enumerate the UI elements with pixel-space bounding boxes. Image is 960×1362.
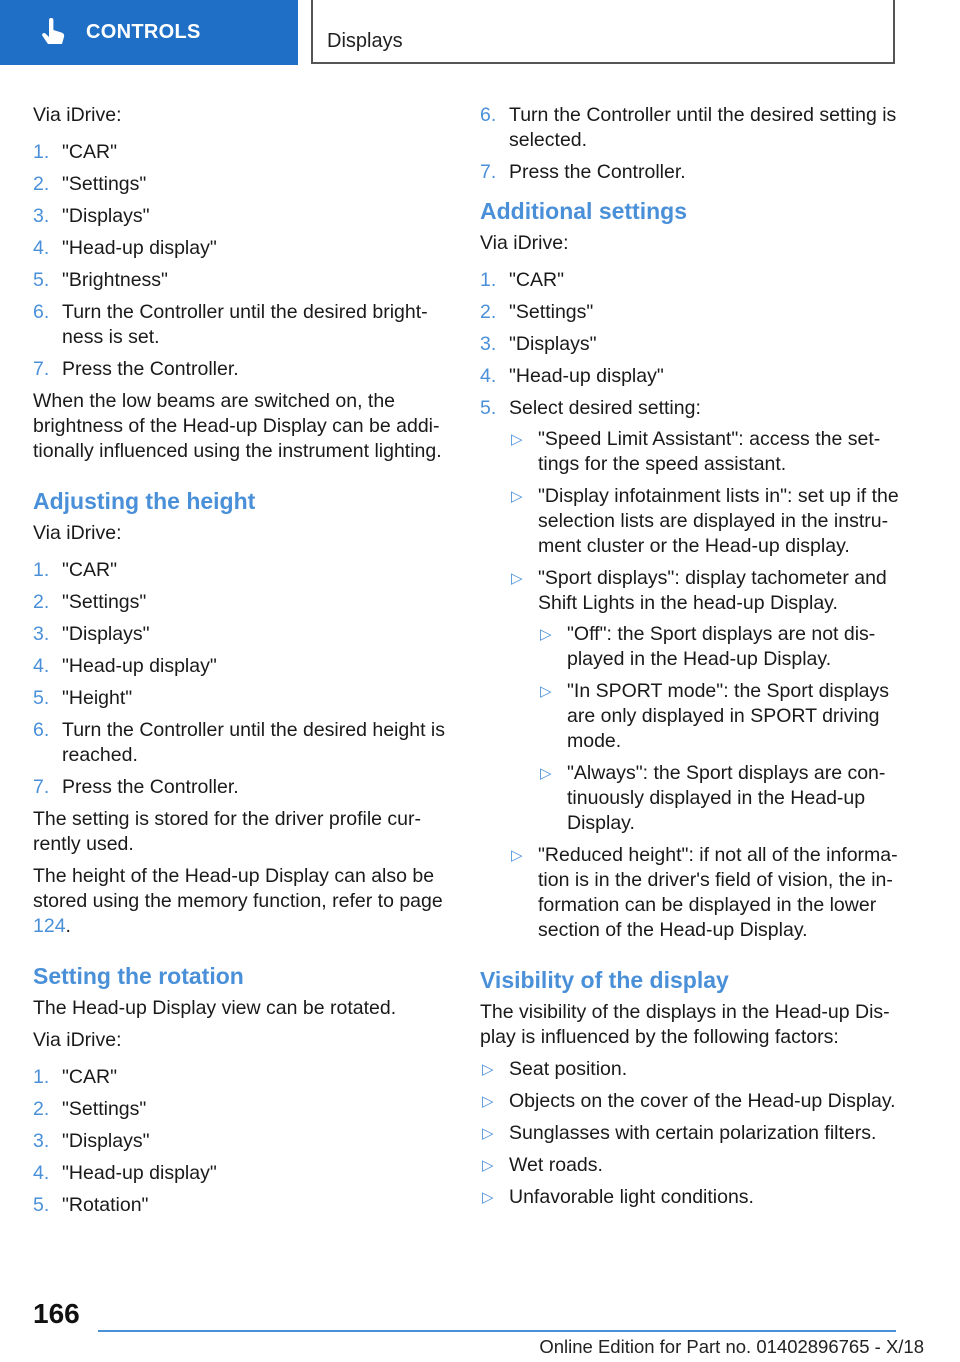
step-text: "Displays" [62, 205, 150, 227]
triangle-bullet-icon: ▷ [482, 1125, 494, 1142]
step-text: "Head-up display" [62, 1162, 217, 1184]
brightness-steps [33, 140, 445, 382]
step-number: 6. [480, 104, 497, 126]
rotation-steps [33, 1065, 445, 1218]
step-text: Turn the Controller until the desired bright-ness is set. [62, 301, 428, 348]
step-item [33, 268, 445, 293]
step-item [480, 103, 900, 153]
step-number: 2. [33, 591, 50, 613]
triangle-bullet-icon: ▷ [482, 1093, 494, 1110]
step-item [33, 775, 445, 800]
paragraph-text: The height of the Head-up Display can also be stored using the memory function, refer to page [33, 865, 443, 912]
section-tab [0, 0, 298, 65]
step-text: "Height" [62, 687, 133, 709]
step-text: "Displays" [62, 1130, 150, 1152]
step-item [33, 654, 445, 679]
step-text: "Head-up display" [509, 365, 664, 387]
step-item [480, 300, 900, 325]
step-text: "Head-up display" [62, 237, 217, 259]
step-text: "Settings" [62, 591, 147, 613]
step-number: 5. [33, 269, 50, 291]
additional-steps [480, 268, 900, 943]
step-text: "Head-up display" [62, 655, 217, 677]
step-item [480, 364, 900, 389]
option-text: "Speed Limit Assistant": access the set-tings for the speed assistant. [538, 428, 881, 475]
rotation-steps-continued [480, 103, 900, 185]
height-steps [33, 558, 445, 800]
step-text: Press the Controller. [62, 358, 239, 380]
step-text: "Settings" [62, 173, 147, 195]
suboption-item [538, 622, 900, 672]
step-text: "Displays" [62, 623, 150, 645]
triangle-bullet-icon: ▷ [511, 431, 523, 448]
triangle-bullet-icon: ▷ [511, 570, 523, 587]
suboption-item [538, 679, 900, 754]
step-item [33, 1097, 445, 1122]
step-number: 5. [33, 1194, 50, 1216]
triangle-bullet-icon: ▷ [482, 1157, 494, 1174]
paragraph: When the low beams are switched on, the brightness of the Head-up Display can be addi-tionally influenced using the instrument lighting. [33, 390, 442, 462]
step-text: Turn the Controller until the desired height is reached. [62, 719, 445, 766]
step-number: 7. [33, 358, 50, 380]
option-text: "Sport displays": display tachometer and Shift Lights in the head-up Display. [538, 567, 887, 614]
factor-text: Sunglasses with certain polarization filters. [509, 1122, 877, 1144]
sport-suboptions [538, 622, 900, 836]
option-text: "Always": the Sport displays are con-tinuously displayed in the Head-up Display. [567, 762, 886, 834]
paragraph: The setting is stored for the driver profile cur-rently used. [33, 808, 421, 855]
option-item [509, 843, 900, 943]
paragraph: The visibility of the displays in the Head-up Dis-play is influenced by the following factors: [480, 1001, 890, 1048]
step-item [33, 590, 445, 615]
left-column [33, 103, 445, 1225]
step-number: 1. [33, 559, 50, 581]
step-text: "Displays" [509, 333, 597, 355]
step-number: 5. [33, 687, 50, 709]
step-number: 1. [480, 269, 497, 291]
option-text: "In SPORT mode": the Sport displays are only displayed in SPORT driving mode. [567, 680, 890, 752]
step-number: 3. [480, 333, 497, 355]
step-number: 5. [480, 397, 497, 419]
step-number: 3. [33, 205, 50, 227]
step-number: 3. [33, 1130, 50, 1152]
heading-adjusting-height: Adjusting the height [33, 488, 256, 514]
step-item [480, 160, 900, 185]
step-text: "CAR" [62, 559, 118, 581]
factor-text: Wet roads. [509, 1154, 603, 1176]
step-item [33, 1161, 445, 1186]
factor-item [480, 1153, 900, 1178]
step-number: 2. [33, 1098, 50, 1120]
paragraph: The Head-up Display view can be rotated. [33, 997, 397, 1019]
step-number: 1. [33, 1066, 50, 1088]
step-text: Press the Controller. [509, 161, 686, 183]
subsection-label: Displays [327, 30, 403, 52]
step-number: 6. [33, 719, 50, 741]
step-number: 4. [33, 237, 50, 259]
edition-text: Online Edition for Part no. 01402896765 - X/18 [539, 1336, 924, 1357]
step-number: 4. [480, 365, 497, 387]
step-item [33, 1129, 445, 1154]
heading-visibility: Visibility of the display [480, 967, 729, 993]
step-text: Press the Controller. [62, 776, 239, 798]
factor-item [480, 1089, 900, 1114]
step-text: "Settings" [509, 301, 594, 323]
step-text: Turn the Controller until the desired setting is selected. [509, 104, 897, 151]
step-number: 6. [33, 301, 50, 323]
settings-options [509, 427, 900, 943]
option-item [509, 566, 900, 836]
step-text: "CAR" [62, 141, 118, 163]
step-text: Select desired setting: [509, 397, 701, 419]
step-item [480, 332, 900, 357]
step-item [33, 300, 445, 350]
step-number: 2. [480, 301, 497, 323]
factor-text: Unfavorable light conditions. [509, 1186, 754, 1208]
step-number: 4. [33, 655, 50, 677]
factor-text: Seat position. [509, 1058, 628, 1080]
factor-item [480, 1121, 900, 1146]
step-number: 7. [33, 776, 50, 798]
subsection-header [311, 0, 895, 64]
step-text: "Settings" [62, 1098, 147, 1120]
triangle-bullet-icon: ▷ [511, 847, 523, 864]
step-item [33, 236, 445, 261]
triangle-bullet-icon: ▷ [511, 488, 523, 505]
step-text: "Brightness" [62, 269, 168, 291]
step-item [33, 140, 445, 165]
step-text: "Rotation" [62, 1194, 149, 1216]
paragraph-text: . [65, 915, 71, 937]
option-item [509, 427, 900, 477]
heading-setting-rotation: Setting the rotation [33, 963, 244, 989]
page-number: 166 [33, 1298, 80, 1329]
step-number: 3. [33, 623, 50, 645]
step-item [33, 718, 445, 768]
step-number: 1. [33, 141, 50, 163]
step-item [33, 558, 445, 583]
section-label: CONTROLS [86, 21, 201, 43]
visibility-factors [480, 1057, 900, 1210]
triangle-bullet-icon: ▷ [482, 1061, 494, 1078]
step-item [33, 357, 445, 382]
via-idrive: Via iDrive: [33, 1029, 122, 1051]
via-idrive: Via iDrive: [480, 232, 569, 254]
page-link[interactable]: 124 [33, 915, 66, 937]
footer-divider [98, 1330, 896, 1332]
paragraph-memory [33, 864, 445, 939]
step-text: "CAR" [509, 269, 565, 291]
right-column [480, 103, 900, 1217]
step-number: 2. [33, 173, 50, 195]
step-item [33, 686, 445, 711]
step-number: 7. [480, 161, 497, 183]
step-text: "CAR" [62, 1066, 118, 1088]
triangle-bullet-icon: ▷ [540, 765, 552, 782]
step-item [480, 268, 900, 293]
triangle-bullet-icon: ▷ [540, 683, 552, 700]
via-idrive: Via iDrive: [33, 104, 122, 126]
step-item [33, 1065, 445, 1090]
factor-item [480, 1185, 900, 1210]
factor-item [480, 1057, 900, 1082]
option-item [509, 484, 900, 559]
step-item [33, 622, 445, 647]
step-item [33, 204, 445, 229]
factor-text: Objects on the cover of the Head-up Display. [509, 1090, 896, 1112]
step-item [33, 1193, 445, 1218]
step-item [480, 396, 900, 943]
triangle-bullet-icon: ▷ [482, 1189, 494, 1206]
suboption-item [538, 761, 900, 836]
option-text: "Off": the Sport displays are not dis-played in the Head-up Display. [567, 623, 876, 670]
step-item [33, 172, 445, 197]
hand-pointer-icon [40, 18, 66, 48]
option-text: "Reduced height": if not all of the informa-tion is in the driver's field of vision, the in-formation can be displayed in the lower section of the Head-up Display. [538, 844, 898, 941]
triangle-bullet-icon: ▷ [540, 626, 552, 643]
heading-additional-settings: Additional settings [480, 198, 687, 224]
via-idrive: Via iDrive: [33, 522, 122, 544]
step-number: 4. [33, 1162, 50, 1184]
option-text: "Display infotainment lists in": set up if the selection lists are displayed in the instru-ment cluster or the Head-up display. [538, 485, 899, 557]
